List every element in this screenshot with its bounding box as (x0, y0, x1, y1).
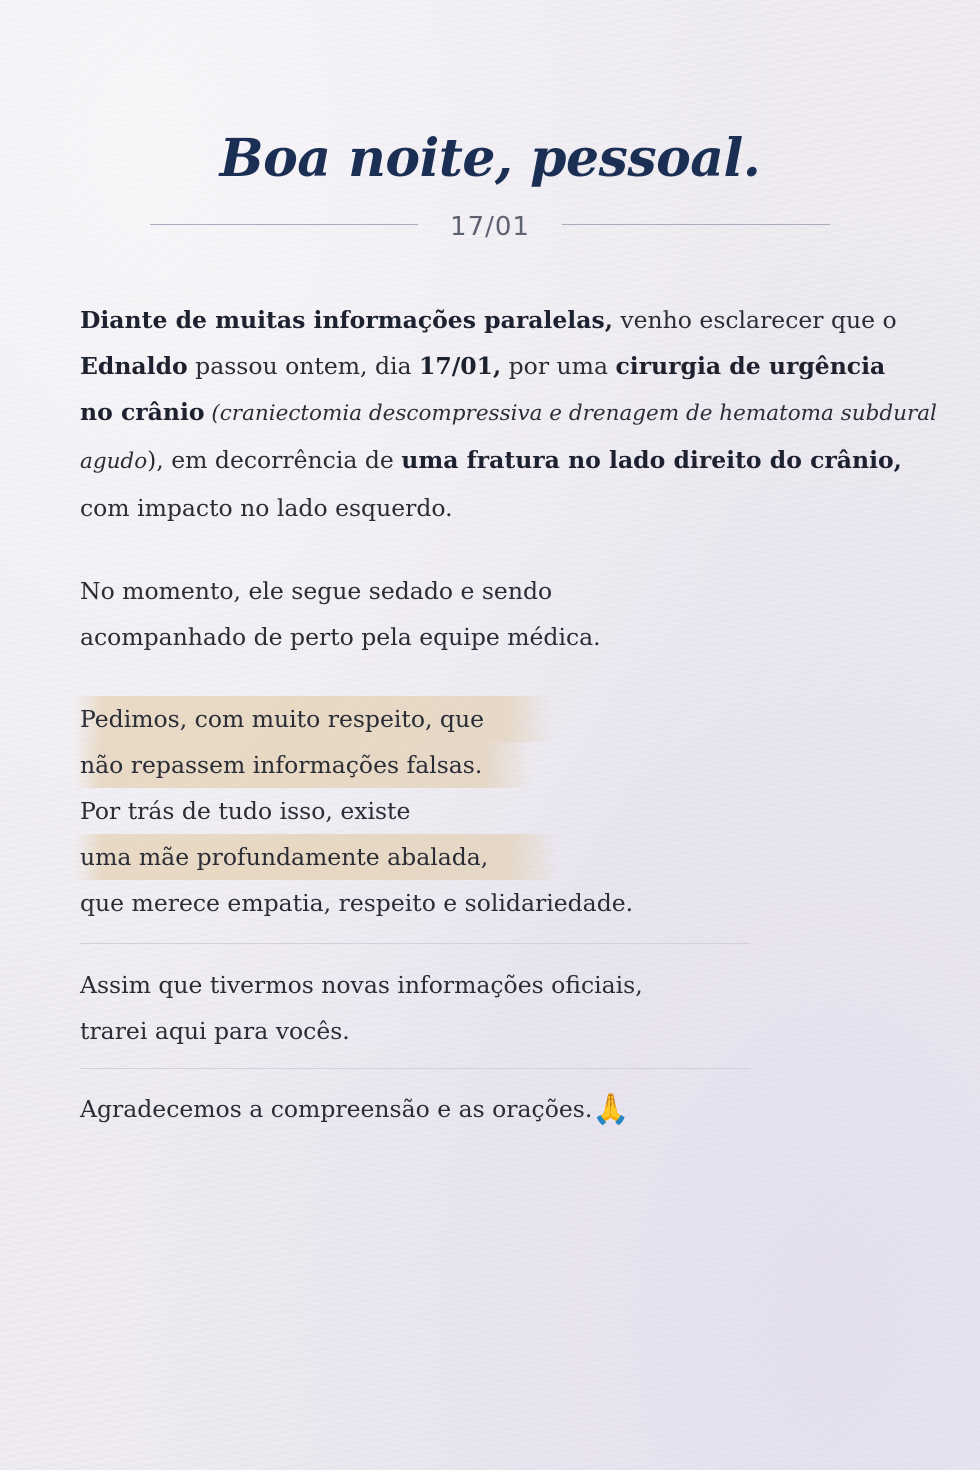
highlighted-phrase: Pedimos, com muito respeito, que (74, 696, 554, 742)
paragraph-line (80, 834, 910, 880)
paragraph-line: acompanhado de perto pela equipe médica. (80, 623, 601, 651)
text-run: venho esclarecer que o (612, 306, 897, 334)
bold-phrase: 17/01, (419, 352, 502, 380)
date-label: 17/01 (450, 212, 530, 242)
paragraph-updates (80, 962, 910, 1054)
paragraph-status (80, 568, 910, 660)
paragraph-line (80, 696, 910, 742)
paragraph-thanks (80, 1086, 910, 1133)
italic-phrase: agudo (80, 449, 148, 474)
bold-phrase: uma fratura no lado direito do crânio, (401, 446, 902, 474)
paragraph-line (80, 1086, 910, 1133)
paragraph-request (80, 696, 910, 926)
text-run: Agradecemos a compreensão e as orações. (80, 1095, 593, 1123)
paragraph-line (80, 742, 910, 788)
paragraph-line (80, 389, 937, 437)
paragraph-line (80, 437, 910, 485)
text-run: por uma (501, 352, 616, 380)
paragraph-line: trarei aqui para vocês. (80, 1017, 350, 1045)
section-divider (80, 943, 750, 944)
bold-phrase: Ednaldo (80, 352, 188, 380)
date-rule-left (150, 224, 418, 225)
highlighted-phrase: não repassem informações falsas. (74, 742, 532, 788)
bold-phrase: cirurgia de urgência (615, 352, 886, 380)
highlighted-phrase: uma mãe profundamente abalada, (74, 834, 558, 880)
paragraph-line: com impacto no lado esquerdo. (80, 494, 453, 522)
paragraph-line: Assim que tivermos novas informações oficiais, (80, 971, 643, 999)
paragraph-line: Por trás de tudo isso, existe (80, 797, 411, 825)
paragraph-surgery-info (80, 297, 937, 531)
paragraph-line (80, 343, 910, 389)
bold-phrase: Diante de muitas informações paralelas, (80, 306, 613, 334)
paragraph-line: que merece empatia, respeito e solidariedade. (80, 889, 634, 917)
praying-hands-icon: 🙏 (592, 1092, 630, 1127)
paragraph-line (80, 297, 910, 343)
paragraph-line: No momento, ele segue sedado e sendo (80, 577, 553, 605)
date-row (150, 212, 830, 252)
date-rule-right (562, 224, 830, 225)
text-run: ), em decorrência de (147, 446, 402, 474)
bold-phrase: no crânio (80, 398, 205, 426)
italic-phrase: (craniectomia descompressiva e drenagem de hematoma subdural (204, 401, 937, 426)
section-divider (80, 1068, 750, 1069)
page-title: Boa noite, pessoal. (219, 128, 761, 189)
text-run: passou ontem, dia (187, 352, 419, 380)
